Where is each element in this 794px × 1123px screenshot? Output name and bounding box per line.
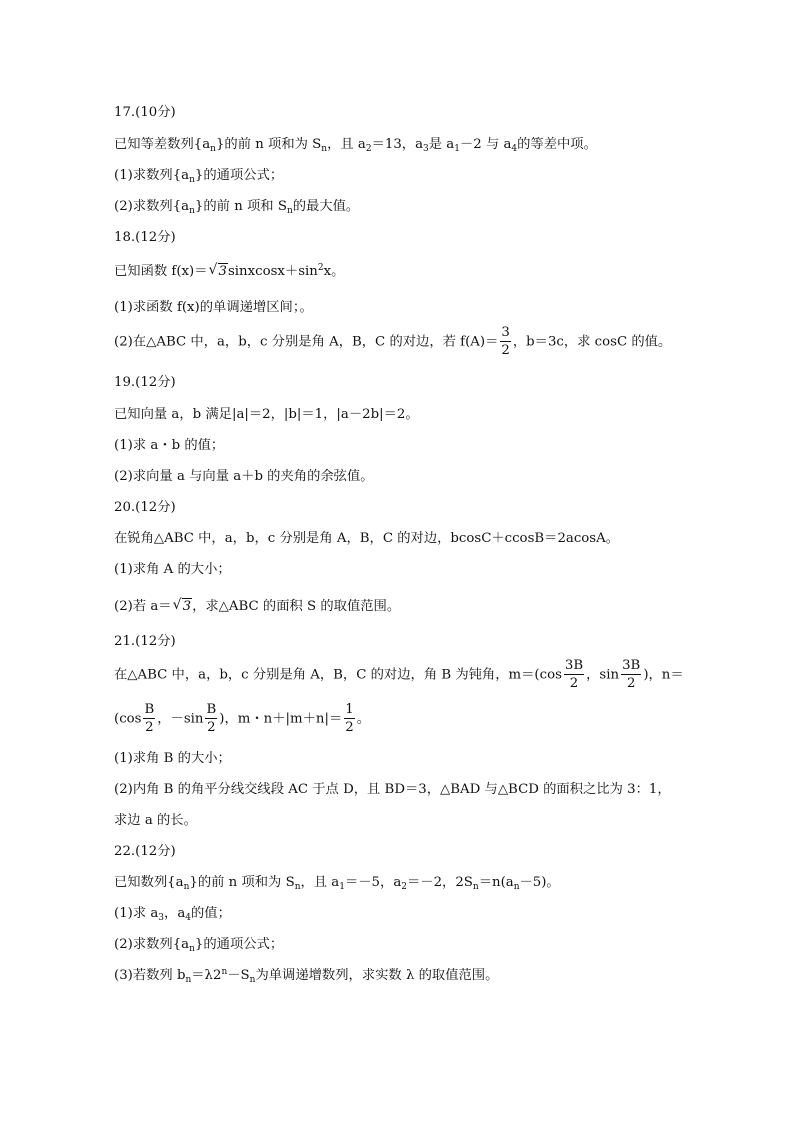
problem-17-question-1: (1)求数列$\{a_n\}$的通项公式； — [114, 168, 284, 185]
problem-22-question-3: (3)若数列 $b_n=\lambda 2^n-S_n$为单调递增数列，求实数 λ 的取值范围。 — [114, 967, 499, 985]
problem-19-header: 19.(12分) — [114, 375, 176, 390]
fraction: $\frac{3}{2}$ — [501, 325, 510, 359]
problem-21-stem-line-2: (cos $\frac{B}{2}$ ，－sin $\frac{B}{2}$ )，m・n＋|m＋n|＝ $\frac{1}{2}$ 。 — [114, 702, 371, 736]
problem-21-question-1: (1)求角 B 的大小； — [114, 751, 231, 766]
fraction: $\frac{3B}{2}$ — [564, 658, 584, 692]
fraction: $\frac{B}{2}$ — [206, 702, 217, 736]
problem-20-stem: 在锐角△ABC 中，a，b，c 分别是角 A，B，C 的对边，bcosC＋ccosB＝2acosA。 — [114, 531, 620, 546]
problem-22-question-2: (2)求数列$\{a_n\}$的通项公式； — [114, 937, 284, 954]
problem-20-question-1: (1)求角 A 的大小； — [114, 562, 231, 577]
sqrt-symbol: √ 3 — [209, 263, 228, 281]
problem-20-question-2: (2)若 a＝√ 3，求△ABC 的面积 S 的取值范围。 — [114, 598, 400, 616]
problem-22-question-1: (1)求 $a_3$，$a_4$的值； — [114, 906, 231, 923]
problem-18-header: 18.(12分) — [114, 230, 176, 245]
problem-17-header: 17.(10分) — [114, 105, 176, 120]
sqrt-symbol: √ 3 — [173, 598, 192, 616]
problem-17-stem: 已知等差数列$\{a_n\}$的前 n 项和为 $S_n$，且 $a_2=13$，$a_3$是 $a_1-2$ 与 $a_4$的等差中项。 — [114, 137, 597, 154]
problem-21-stem-line-1: 在△ABC 中，a，b，c 分别是角 A，B，C 的对边，角 B 为钝角，m＝(cos $\frac{3B}{2}$ ，sin $\frac{3B}{2}$ )，n＝ — [114, 658, 684, 692]
problem-17-question-2: (2)求数列$\{a_n\}$的前 n 项和 $S_n$的最大值。 — [114, 199, 360, 216]
fraction: $\frac{3B}{2}$ — [622, 658, 641, 692]
problem-18-stem: 已知函数 f(x)＝√ $3sinxcosx+\sin^2x$。 — [114, 263, 344, 281]
problem-19-stem: 已知向量 a，b 满足|a|＝2，|b|＝1，|a－2b|＝2。 — [114, 407, 419, 422]
problem-22-header: 22.(12分) — [114, 844, 176, 859]
problem-18-question-1: (1)求函数 f(x)的单调递增区间；。 — [114, 300, 313, 315]
problem-20-header: 20.(12分) — [114, 500, 176, 515]
problem-19-question-1: (1)求 a・b 的值； — [114, 438, 225, 453]
problem-21-question-2-cont: 求边 a 的长。 — [114, 813, 197, 828]
fraction: $\frac{B}{2}$ — [144, 702, 155, 736]
problem-21-question-2: (2)内角 B 的角平分线交线段 AC 于点 D，且 BD＝3，△BAD 与△BCD 的面积之比为 3：1， — [114, 782, 671, 797]
problem-21-header: 21.(12分) — [114, 634, 176, 649]
problem-22-stem: 已知数列$\{a_n\}$的前 n 项和为 $S_n$，且 $a_1=-5$，$a_2=-2$，$2S_n=n(a_n-5)$。 — [114, 875, 560, 892]
problem-19-question-2: (2)求向量 a 与向量 a＋b 的夹角的余弦值。 — [114, 469, 374, 484]
problem-18-question-2: (2)在△ABC 中，a，b，c 分别是角 A，B，C 的对边，若 f(A)＝ $\frac{3}{2}$ ，b＝3c，求 cosC 的值。 — [114, 325, 672, 359]
fraction: $\frac{1}{2}$ — [345, 702, 354, 736]
